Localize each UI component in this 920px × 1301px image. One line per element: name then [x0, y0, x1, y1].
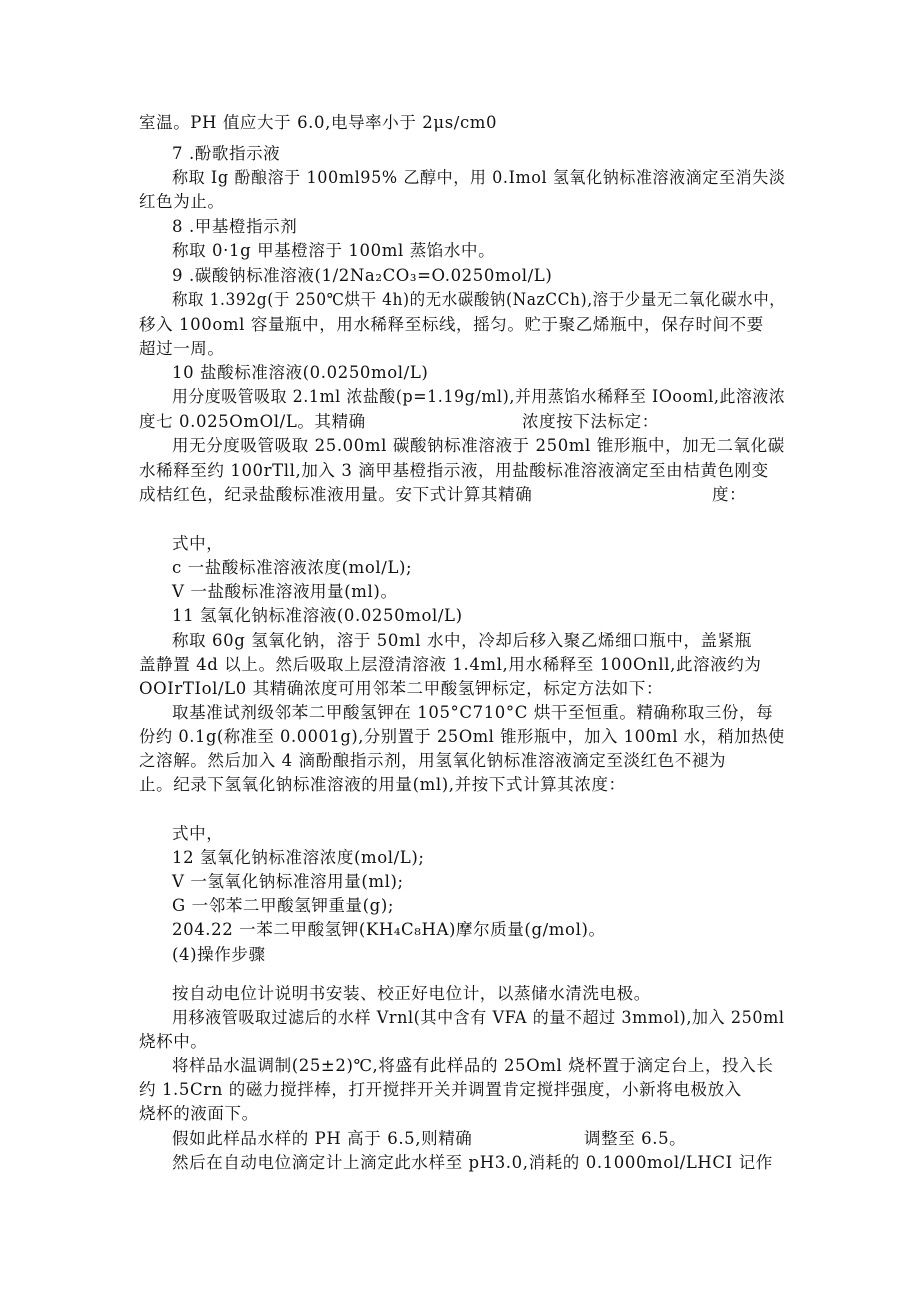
variable-definition: V 一盐酸标准溶液用量(ml)。	[172, 582, 398, 601]
text-line: 称取 Ig 酚酿溶于 100ml95% 乙醇中，用 0.Imol 氢氧化钠标准溶液滴定至消失淡	[172, 168, 786, 187]
variable-definition: 204.22 一苯二甲酸氢钾(KH₄C₈HA)摩尔质量(g∕mol)。	[172, 920, 606, 939]
section-heading: 10 盐酸标准溶液(0.0250mol∕L)	[172, 363, 429, 382]
section-heading: 11 氢氧化钠标准溶液(0.0250mol∕L)	[172, 606, 463, 625]
text-line: 份约 0.1g(称准至 0.0001g),分别置于 25Oml 锥形瓶中，加入 100ml 水，稍加热使	[139, 727, 785, 746]
text-line: 度：	[712, 485, 747, 504]
text-line: 水稀释至约 100rTll,加入 3 滴甲基橙指示液，用盐酸标准溶液滴定至由桔黄色刚变	[139, 461, 769, 480]
text-line: 移入 100oml 容量瓶中，用水稀释至标线，摇匀。贮于聚乙烯瓶中，保存时间不要	[139, 315, 764, 334]
text-line: 式中，	[172, 824, 224, 843]
text-line: 称取 0·1g 甲基橙溶于 100ml 蒸馅水中。	[172, 241, 496, 260]
text-line: 式中，	[172, 534, 224, 553]
text-line: 称取 60g 氢氧化钠，溶于 50ml 水中，冷却后移入聚乙烯细口瓶中，盖紧瓶	[172, 631, 752, 650]
text-line: OOIrTIol∕L0 其精确浓度可用邻苯二甲酸氢钾标定，标定方法如下：	[139, 679, 664, 698]
text-line: 然后在自动电位滴定计上滴定此水样至 pH3.0,消耗的 0.1000mol/LHCI 记作	[172, 1153, 773, 1172]
text-line: 用无分度吸管吸取 25.00ml 碳酸钠标准溶液于 250ml 锥形瓶中，加无二氧化碳	[172, 436, 785, 455]
section-heading: 9 .碳酸钠标准溶液(1/2Na₂CO₃=O.0250mol∕L)	[172, 266, 553, 285]
text-line: 超过一周。	[139, 339, 225, 358]
text-line: 取基准试剂级邻苯二甲酸氢钾在 105°C710°C 烘干至恒重。精确称取三份，每	[172, 703, 774, 722]
text-line: 止。纪录下氢氧化钠标准溶液的用量(ml),并按下式计算其浓度：	[139, 775, 626, 794]
text-line: 之溶解。然后加入 4 滴酚酿指示剂，用氢氧化钠标准溶液滴定至淡红色不褪为	[139, 751, 727, 770]
section-heading: 7 .酚歌指示液	[172, 144, 281, 163]
variable-definition: V 一氢氧化钠标准溶用量(ml);	[172, 872, 404, 891]
section-heading: (4)操作步骤	[172, 945, 266, 964]
text-line: 盖静置 4d 以上。然后吸取上层澄清溶液 1.4ml,用水稀释至 100Onll,此溶液约为	[139, 655, 762, 674]
text-line: 假如此样品水样的 PH 高于 6.5,则精确	[172, 1129, 473, 1148]
text-line: 按自动电位计说明书安装、校正好电位计，以蒸储水清洗电极。	[172, 984, 651, 1003]
text-line: 称取 1.392g(于 250℃烘干 4h)的无水碳酸钠(NazCCh),溶于少量无二氧化碳水中，	[172, 290, 786, 309]
text-line: 红色为止。	[139, 192, 225, 211]
variable-definition: c 一盐酸标准溶液浓度(mol∕L);	[172, 558, 413, 577]
variable-definition: 12 氢氧化钠标准溶浓度(mol∕L);	[172, 848, 425, 867]
text-line: 成桔红色，纪录盐酸标准液用量。安下式计算其精确	[139, 485, 533, 504]
text-line: 调整至 6.5。	[584, 1129, 687, 1148]
text-line: 室温。PH 值应大于 6.0,电导率小于 2μs∕cm0	[139, 113, 498, 132]
section-heading: 8 .甲基橙指示剂	[172, 217, 298, 236]
text-line: 将样品水温调制(25±2)℃,将盛有此样品的 25Oml 烧杯置于滴定台上，投入长	[172, 1056, 774, 1075]
text-line: 烧杯中。	[139, 1032, 208, 1051]
variable-definition: G 一邻苯二甲酸氢钾重量(g);	[172, 896, 395, 915]
text-line: 用分度吸管吸取 2.1ml 浓盐酸(p=1.19g∕ml),并用蒸馅水稀释至 IOooml,此溶液浓	[172, 387, 786, 406]
text-line: 浓度按下法标定：	[522, 412, 659, 431]
text-line: 度七 0.025OmOl/L。其精确	[139, 412, 366, 431]
text-line: 约 1.5Crn 的磁力搅拌棒，打开搅拌开关并调置肯定搅拌强度，小新将电极放入	[139, 1080, 742, 1099]
text-line: 烧杯的液面下。	[139, 1104, 259, 1123]
text-line: 用移液管吸取过滤后的水样 Vrnl(其中含有 VFA 的量不超过 3mmol),加入 250ml	[172, 1008, 785, 1027]
